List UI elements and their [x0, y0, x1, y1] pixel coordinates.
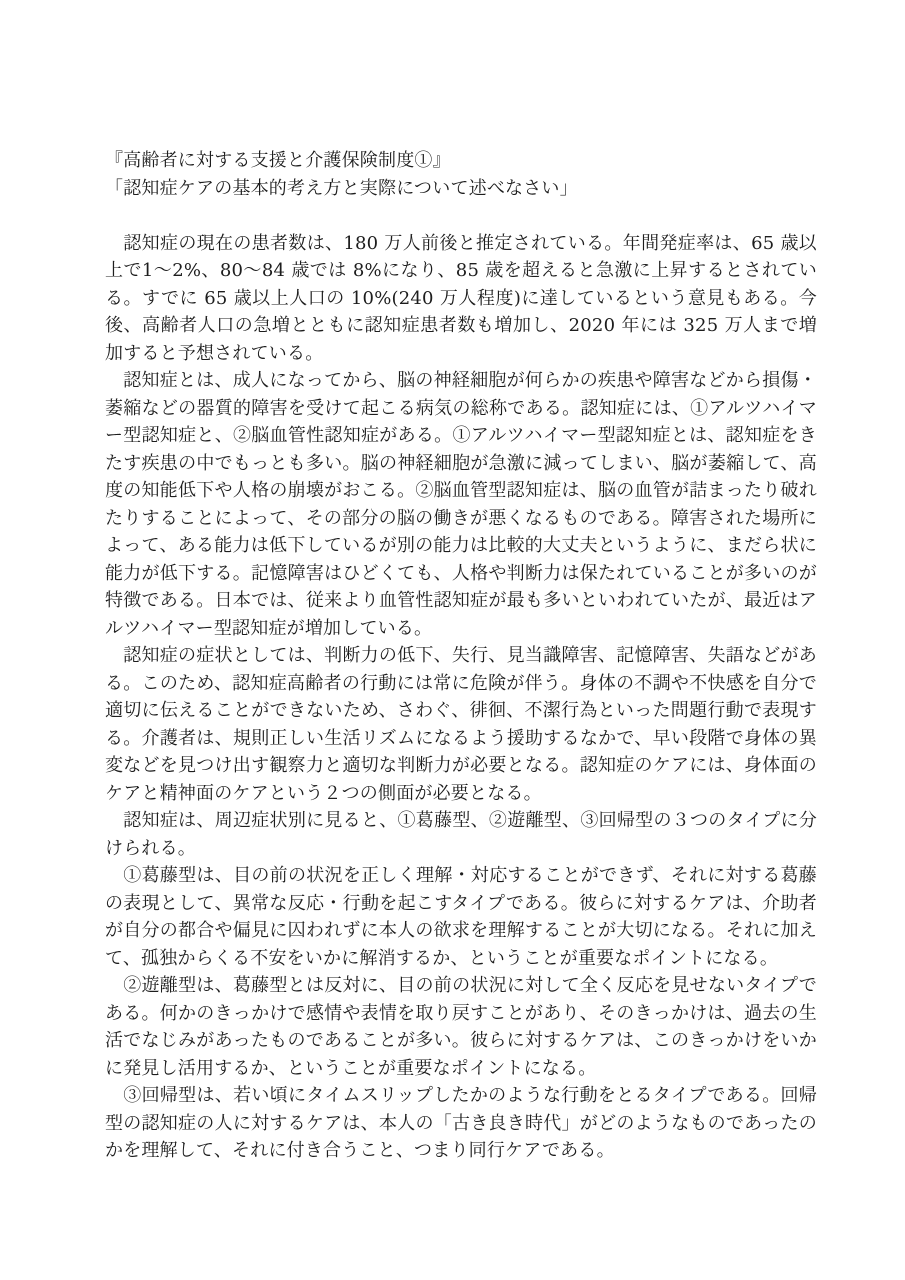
title-body-spacer	[105, 202, 817, 230]
paragraph-type1-conflict: ①葛藤型は、目の前の状況を正しく理解・対応することができず、それに対する葛藤の表現として、異常な反応・行動を起こすタイプである。彼らに対するケアは、介助者が自分の都合や偏見に囚われずに本人の欲求を理解することが大切になる。それに加えて、孤独からくる不安をいかに解消するか、ということが重要なポイントになる。	[105, 865, 817, 969]
document-subtitle: 「認知症ケアの基本的考え方と実際について述べなさい」	[105, 177, 578, 199]
paragraph-patient-numbers: 認知症の現在の患者数は、180 万人前後と推定されている。年間発症率は、65 歳以上で1～2%、80～84 歳では 8%になり、85 歳を超えると急激に上昇するとされている。すでに 65 歳以上人口の 10%(240 万人程度)に達しているという意見もある。今後、高齢者人口の急増とともに認知症患者数も増加し、2020 年には 325 万人まで増加すると予想されている。	[105, 232, 817, 364]
paragraph-symptoms-and-care: 認知症の症状としては、判断力の低下、失行、見当識障害、記憶障害、失語などがある。このため、認知症高齢者の行動には常に危険が伴う。身体の不調や不快感を自分で適切に伝えることができないため、さわぐ、徘徊、不潔行為といった問題行動で表現する。介護者は、規則正しい生活リズムになるよう援助するなかで、早い段階で身体の異変などを見つけ出す観察力と適切な判断力が必要となる。認知症のケアには、身体面のケアと精神面のケアという２つの側面が必要となる。	[105, 645, 817, 804]
paragraph-type2-detached: ②遊離型は、葛藤型とは反対に、目の前の状況に対して全く反応を見せないタイプである。何かのきっかけで感情や表情を取り戻すことがあり、そのきっかけは、過去の生活でなじみがあったものであることが多い。彼らに対するケアは、このきっかけをいかに発見し活用するか、ということが重要なポイントになる。	[105, 975, 817, 1079]
paragraph-three-types: 認知症は、周辺症状別に見ると、①葛藤型、②遊離型、③回帰型の３つのタイプに分けられる。	[105, 810, 817, 859]
paragraph-dementia-definition: 認知症とは、成人になってから、脳の神経細胞が何らかの疾患や障害などから損傷・萎縮などの器質的障害を受けて起こる病気の総称である。認知症には、①アルツハイマー型認知症と、②脳血管性認知症がある。①アルツハイマー型認知症とは、認知症をきたす疾患の中でもっとも多い。脳の神経細胞が急激に減ってしまい、脳が萎縮して、高度の知能低下や人格の崩壊がおこる。②脳血管型認知症は、脳の血管が詰まったり破れたりすることによって、その部分の脳の働きが悪くなるものである。障害された場所によって、ある能力は低下しているが別の能力は比較的大丈夫というように、まだら状に能力が低下する。記憶障害はひどくても、人格や判断力は保たれていることが多いのが特徴である。日本では、従来より血管性認知症が最も多いといわれていたが、最近はアルツハイマー型認知症が増加している。	[105, 370, 817, 639]
paragraph-type3-regression: ③回帰型は、若い頃にタイムスリップしたかのような行動をとるタイプである。回帰型の認知症の人に対するケアは、本人の「古き良き時代」がどのようなものであったのかを理解して、それに付き合うこと、つまり同行ケアである。	[105, 1085, 817, 1161]
document-title: 『高齢者に対する支援と介護保険制度①』	[105, 150, 451, 171]
